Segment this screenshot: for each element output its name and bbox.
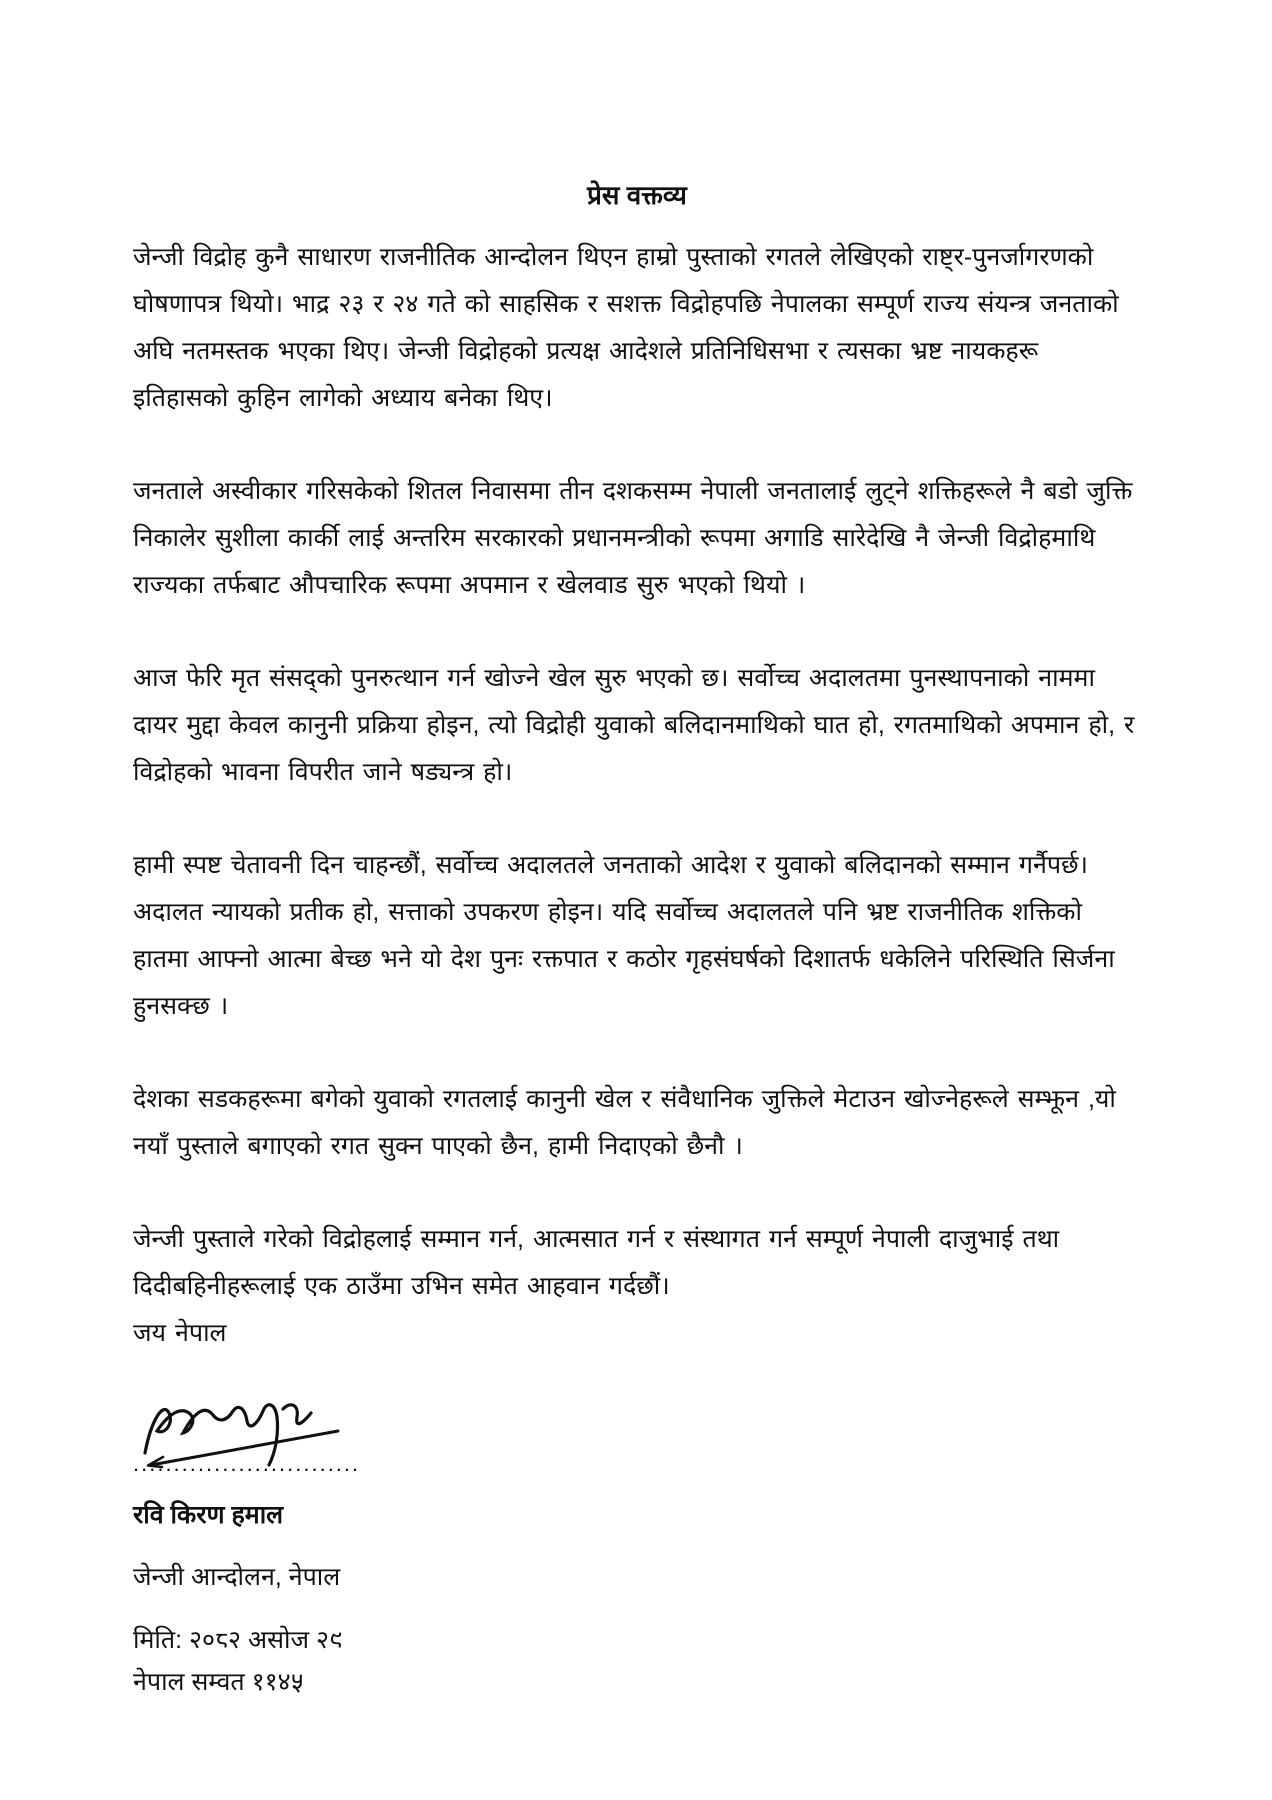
document-body: [133, 234, 1141, 1357]
paragraph-4: हामी स्पष्ट चेतावनी दिन चाहन्छौं, सर्वोच्च अदालतले जनताको आदेश र युवाको बलिदानको सम्मान गर्नैपर्छ। अदालत न्यायको प्रतीक हो, सत्ताको उपकरण होइन। यदि सर्वोच्च अदालतले पनि भ्रष्ट राजनीतिक शक्तिको हातमा आफ्नो आत्मा बेच्छ भने यो देश पुनः रक्तपात र कठोर गृहसंघर्षको दिशातर्फ धकेलिने परिस्थिति सिर्जना हुनसक्छ ।: [133, 851, 1115, 1020]
date-line-bs: मिति: २०८२ असोज २९: [133, 1626, 342, 1654]
paragraph-3: आज फेरि मृत संसद्को पुनरुत्थान गर्न खोज्ने खेल सुरु भएको छ। सर्वोच्च अदालतमा पुनस्थापनाको नाममा दायर मुद्दा केवल कानुनी प्रक्रिया होइन, त्यो विद्रोही युवाको बलिदानमाथिको घात हो, रगतमाथिको अपमान हो, र विद्रोहको भावना विपरीत जाने षड्यन्त्र हो।: [133, 664, 1135, 786]
salutation: जय नेपाल: [133, 1319, 227, 1347]
date-line-ns: नेपाल सम्वत ११४५: [133, 1668, 304, 1696]
paragraph-2: जनताले अस्वीकार गरिसकेको शितल निवासमा तीन दशकसम्म नेपाली जनतालाई लुट्ने शक्तिहरूले नै बडो जुक्ति निकालेर सुशीला कार्की लाई अन्तरिम सरकारको प्रधानमन्त्रीको रूपमा अगाडि सारेदेखि नै जेन्जी विद्रोहमाथि राज्यका तर्फबाट औपचारिक रूपमा अपमान र खेलवाड सुरु भएको थियो ।: [133, 477, 1133, 599]
signature-block: [133, 1373, 1141, 1703]
signer-name: रवि किरण हमाल: [133, 1501, 284, 1529]
signature-dotted-line: ............................: [133, 1451, 361, 1476]
paragraph-5: देशका सडकहरूमा बगेको युवाको रगतलाई कानुनी खेल र संवैधानिक जुक्तिले मेटाउन खोज्नेहरूले सम्झून ,यो नयाँ पुस्ताले बगाएको रगत सुक्न पाएको छैन, हामी निदाएको छैनौ ।: [133, 1085, 1116, 1160]
date-block: [133, 1619, 1141, 1703]
page-title: प्रेस वक्तव्य: [587, 180, 687, 210]
signer-organization: जेन्जी आन्दोलन, नेपाल: [133, 1563, 341, 1591]
paragraph-1: जेन्जी विद्रोह कुनै साधारण राजनीतिक आन्दोलन थिएन हाम्रो पुस्ताको रगतले लेखिएको राष्ट्र-पुनर्जागरणको घोषणापत्र थियो। भाद्र २३ र २४ गते को साहसिक र सशक्त विद्रोहपछि नेपालका सम्पूर्ण राज्य संयन्त्र जनताको अघि नतमस्तक भएका थिए। जेन्जी विद्रोहको प्रत्यक्ष आदेशले प्रतिनिधिसभा र त्यसका भ्रष्ट नायकहरू इतिहासको कुहिन लागेको अध्याय बनेका थिए।: [133, 243, 1119, 412]
paragraph-6: जेन्जी पुस्ताले गरेको विद्रोहलाई सम्मान गर्न, आत्मसात गर्न र संस्थागत गर्न सम्पूर्ण नेपाली दाजुभाई तथा दिदीबहिनीहरूलाई एक ठाउँमा उभिन समेत आहवान गर्दछौं।: [133, 1225, 1060, 1300]
